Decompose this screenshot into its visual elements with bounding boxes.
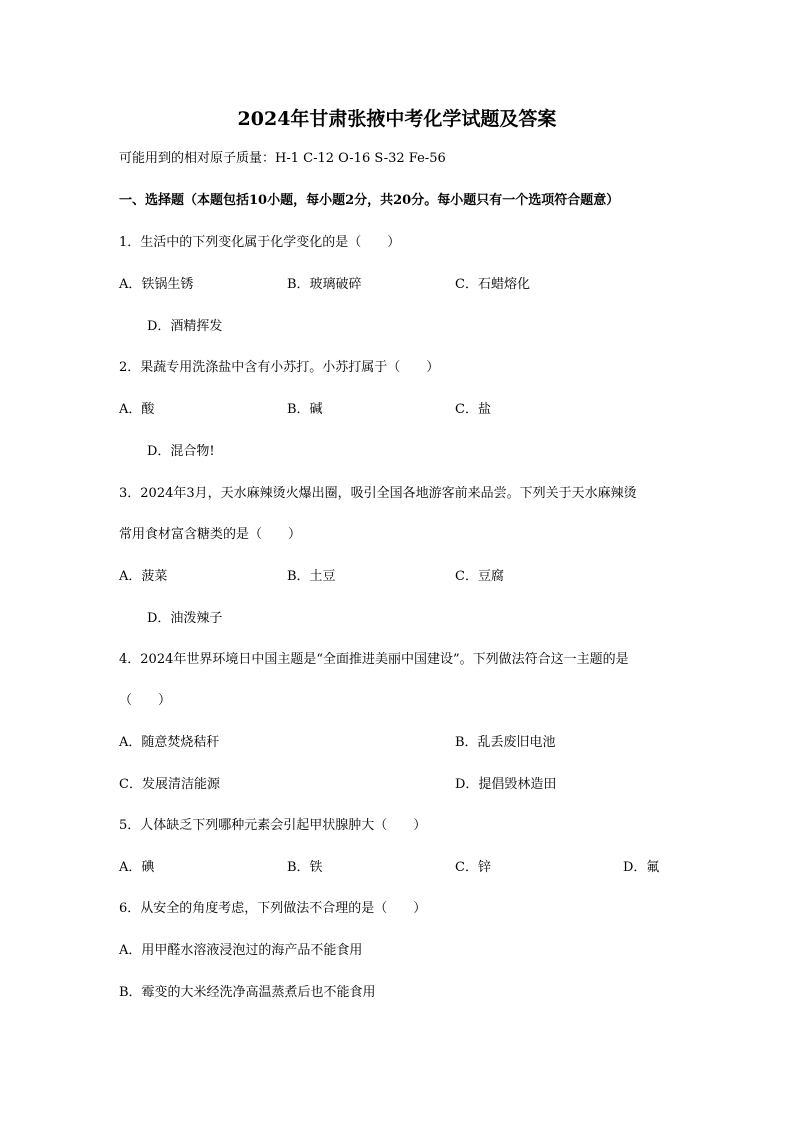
question-2-stem: 2．果蔬专用洗涤盐中含有小苏打。小苏打属于（ ） [119, 360, 440, 375]
question-1-option-d: D．酒精挥发 [147, 319, 223, 334]
question-4-option-d: D．提倡毁林造田 [455, 777, 557, 792]
question-5-stem: 5．人体缺乏下列哪种元素会引起甲状腺肿大（ ） [119, 818, 427, 833]
question-6-option-a: A．用甲醛水溶液浸泡过的海产品不能食用 [119, 943, 363, 958]
question-4-option-a: A．随意焚烧秸秆 [119, 735, 220, 750]
question-2-option-d: D．混合物! [147, 444, 215, 459]
question-4-stem-line-2: （ ） [119, 693, 172, 708]
question-1-option-a: A．铁锅生锈 [119, 277, 194, 292]
question-3-stem-line-1: 3．2024年3月，天水麻辣烫火爆出圈，吸引全国各地游客前来品尝。下列关于天水麻辣烫 [119, 486, 637, 501]
question-3-option-a: A．菠菜 [119, 569, 168, 584]
question-4-option-c: C．发展清洁能源 [119, 777, 220, 792]
question-5-option-b: B．铁 [287, 860, 323, 875]
question-3-option-b: B．土豆 [287, 569, 336, 584]
question-2-option-a: A．酸 [119, 402, 155, 417]
section-heading: 一、选择题（本题包括10小题，每小题2分，共20分。每小题只有一个选项符合题意） [119, 193, 620, 208]
question-5-option-c: C．锌 [455, 860, 491, 875]
atomic-masses-note: 可能用到的相对原子质量：H-1 C-12 O-16 S-32 Fe-56 [119, 151, 446, 166]
question-2-option-b: B．碱 [287, 402, 323, 417]
question-6-option-b: B．霉变的大米经洗净高温蒸煮后也不能食用 [119, 985, 376, 1000]
question-3-option-d: D．油泼辣子 [147, 611, 223, 626]
question-1-option-b: B．玻璃破碎 [287, 277, 362, 292]
question-4-stem-line-1: 4．2024年世界环境日中国主题是“全面推进美丽中国建设”。下列做法符合这一主题的是 [119, 652, 629, 667]
question-5-option-d: D．氟 [623, 860, 660, 875]
question-3-option-c: C．豆腐 [455, 569, 504, 584]
question-3-stem-line-2: 常用食材富含糖类的是（ ） [119, 527, 302, 542]
question-6-stem: 6．从安全的角度考虑，下列做法不合理的是（ ） [119, 901, 427, 916]
question-2-option-c: C．盐 [455, 402, 491, 417]
question-1-option-c: C．石蜡熔化 [455, 277, 530, 292]
page-title: 2024年甘肃张掖中考化学试题及答案 [237, 108, 557, 130]
question-4-option-b: B．乱丢废旧电池 [455, 735, 556, 750]
question-1-stem: 1．生活中的下列变化属于化学变化的是（ ） [119, 235, 401, 250]
question-5-option-a: A．碘 [119, 860, 155, 875]
